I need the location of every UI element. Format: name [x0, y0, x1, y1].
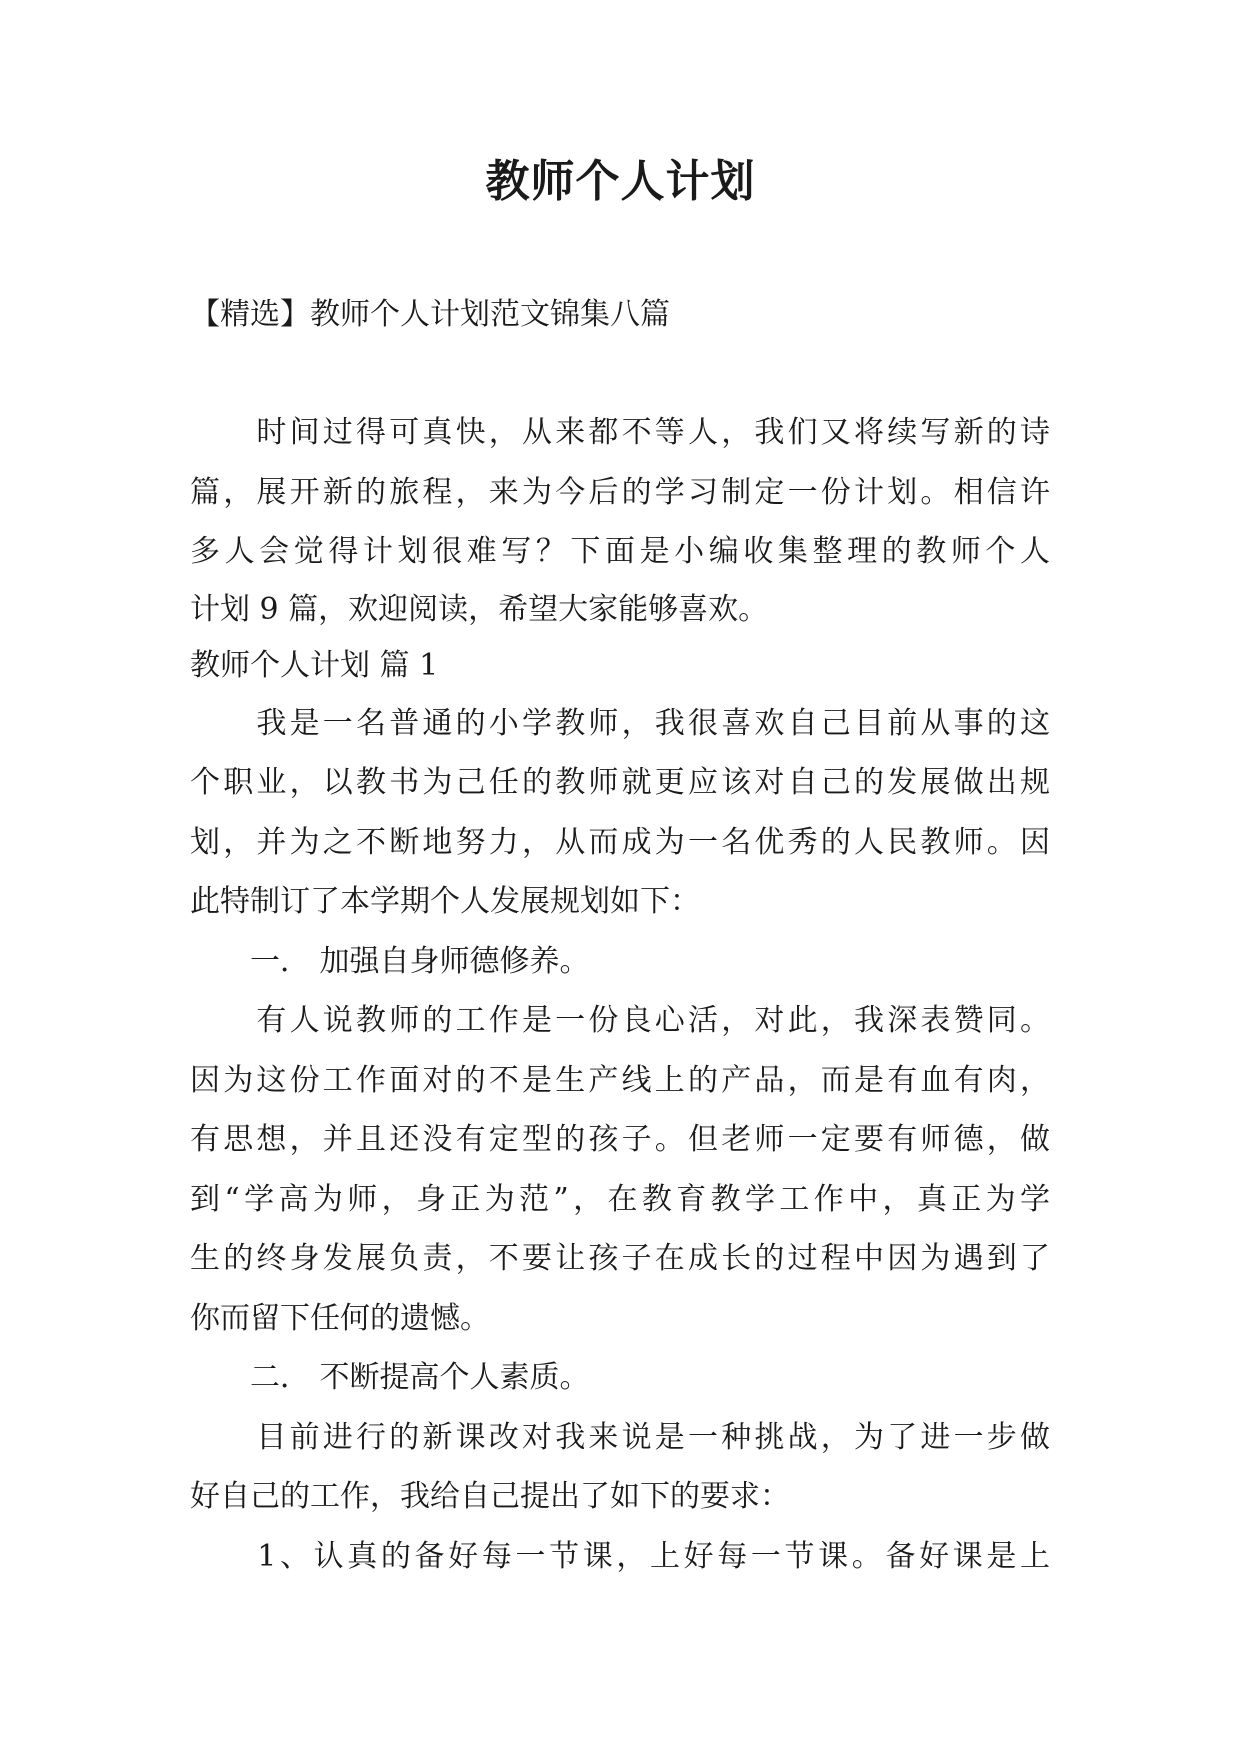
body-line: 二． 不断提高个人素质。	[190, 1360, 590, 1395]
body-line: 有人说教师的工作是一份良心活，对此，我深表赞同。	[190, 1003, 1050, 1038]
document-body	[190, 403, 1050, 1586]
document-subtitle: 【精选】教师个人计划范文锦集八篇	[190, 297, 670, 332]
body-line: 你而留下任何的遗憾。	[190, 1300, 490, 1336]
body-line: 此特制订了本学期个人发展规划如下：	[190, 884, 700, 919]
body-line: 篇，展开新的旅程，来为今后的学习制定一份计划。相信许	[190, 474, 1050, 510]
body-line: 到“学高为师，身正为范”，在教育教学工作中，真正为学	[190, 1181, 1050, 1217]
body-line: 目前进行的新课改对我来说是一种挑战，为了进一步做	[190, 1419, 1050, 1455]
body-line: 生的终身发展负责，不要让孩子在成长的过程中因为遇到了	[190, 1241, 1050, 1276]
section-heading: 教师个人计划 篇 1	[190, 647, 439, 683]
body-line: 划，并为之不断地努力，从而成为一名优秀的人民教师。因	[190, 824, 1050, 860]
body-line: 好自己的工作，我给自己提出了如下的要求：	[190, 1479, 790, 1514]
body-line: 有思想，并且还没有定型的孩子。但老师一定要有师德，做	[190, 1122, 1050, 1157]
body-line: 时间过得可真快，从来都不等人，我们又将续写新的诗	[190, 415, 1050, 450]
body-line: 因为这份工作面对的不是生产线上的产品，而是有血有肉，	[190, 1062, 1050, 1098]
body-line: 1、认真的备好每一节课，上好每一节课。备好课是上	[190, 1538, 1050, 1574]
body-line: 我是一名普通的小学教师，我很喜欢自己目前从事的这	[190, 705, 1050, 741]
body-line: 一． 加强自身师德修养。	[190, 943, 590, 979]
document-title: 教师个人计划	[485, 156, 756, 207]
body-line: 个职业，以教书为己任的教师就更应该对自己的发展做出规	[190, 765, 1050, 800]
body-line: 计划 9 篇，欢迎阅读，希望大家能够喜欢。	[190, 591, 769, 627]
body-line: 多人会觉得计划很难写？下面是小编收集整理的教师个人	[190, 534, 1050, 569]
